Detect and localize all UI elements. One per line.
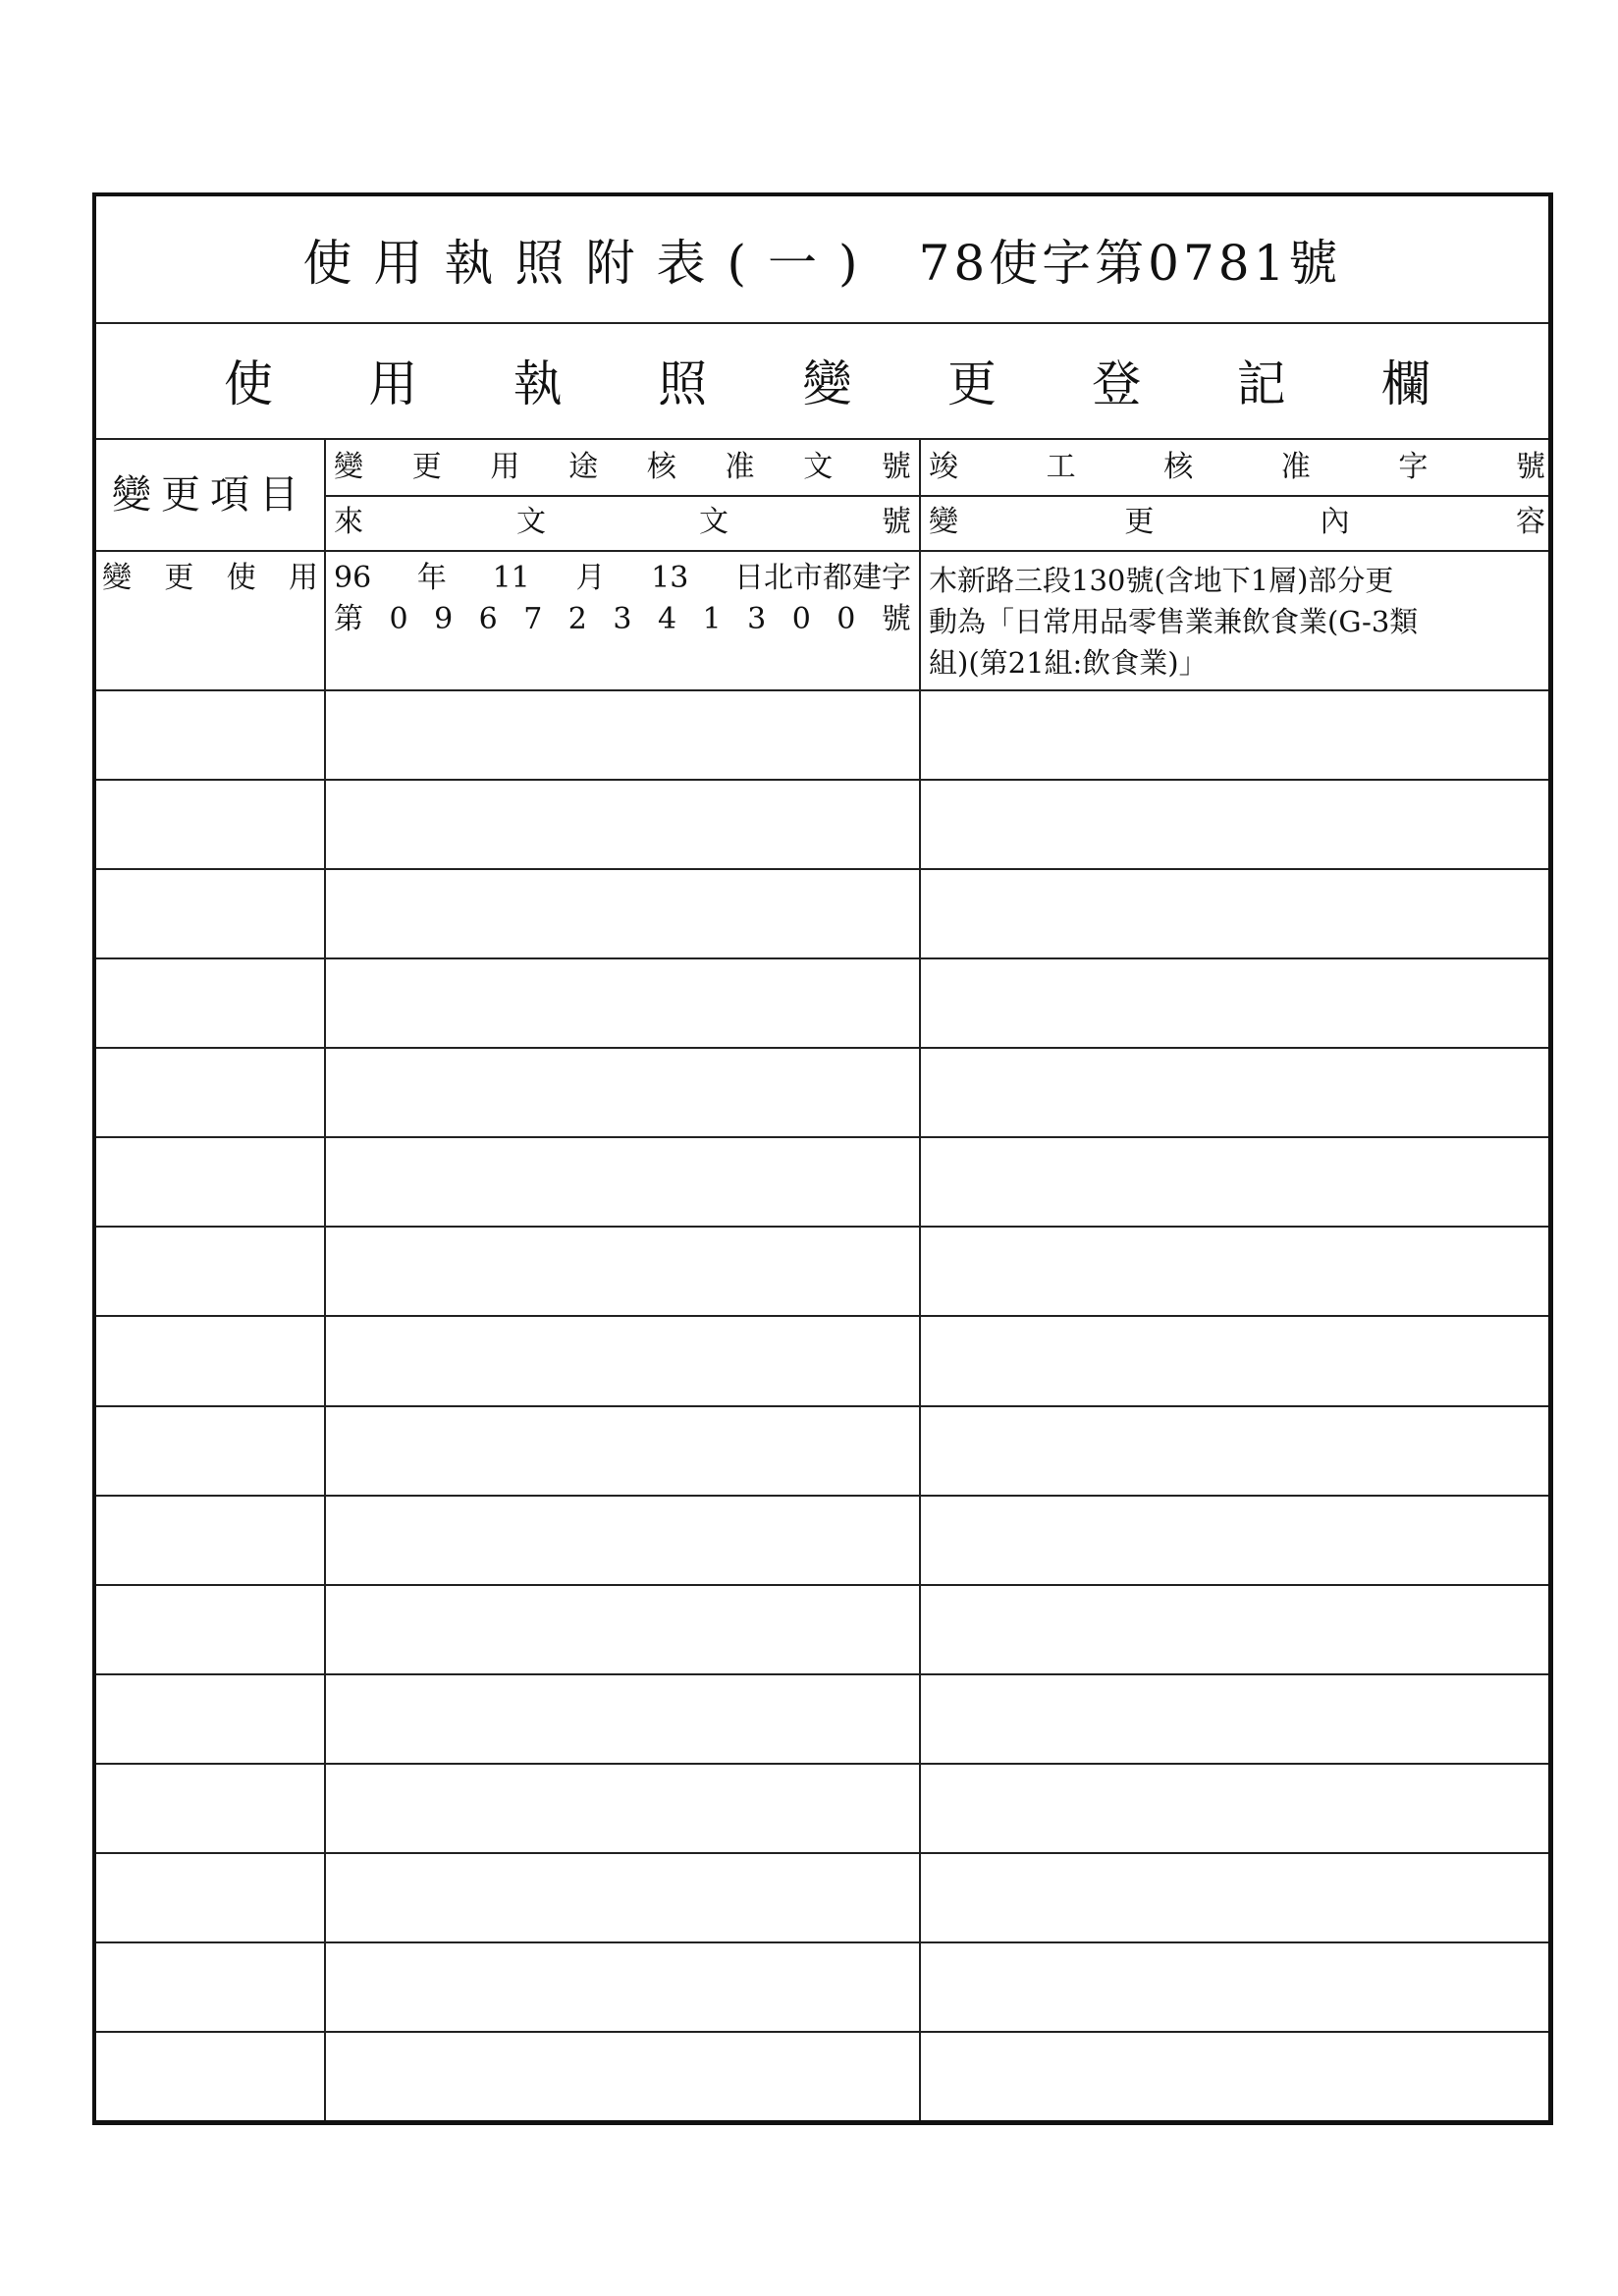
license-appendix-sheet xyxy=(92,192,1553,2125)
subtitle-char: 照 xyxy=(658,355,708,412)
empty-row-divider xyxy=(96,1941,1548,1943)
header-change-content xyxy=(923,497,1551,548)
document-title xyxy=(96,196,1548,324)
empty-row-divider xyxy=(96,1763,1548,1765)
column-divider xyxy=(324,440,326,2120)
header-char: 工 xyxy=(1046,450,1076,484)
entry-doc-char: 4 xyxy=(657,602,677,636)
entry-doc-char: 13 xyxy=(651,561,689,595)
header-approval-doc-number xyxy=(328,442,917,493)
empty-row-divider xyxy=(96,1673,1548,1675)
subtitle-char: 變 xyxy=(802,355,852,412)
entry-doc-char: 1 xyxy=(702,602,722,636)
entry-doc-char: 7 xyxy=(523,602,543,636)
entry-doc-char: 月 xyxy=(575,561,606,595)
entry-item-line xyxy=(102,558,318,599)
entry-doc-char: 年 xyxy=(416,561,447,595)
header-char: 來 xyxy=(334,505,363,539)
empty-row-divider xyxy=(96,2031,1548,2033)
entry-change-item xyxy=(96,554,324,685)
change-registration-table xyxy=(96,440,1548,2120)
header-char: 容 xyxy=(1515,505,1545,539)
entry-item-char: 用 xyxy=(288,561,318,595)
header-char: 竣 xyxy=(929,450,958,484)
header-char: 內 xyxy=(1320,505,1350,539)
header-char: 號 xyxy=(882,505,911,539)
entry-doc-char: 2 xyxy=(567,602,587,636)
header-completion-approval-number xyxy=(923,442,1551,493)
subtitle xyxy=(96,322,1548,440)
subtitle-char: 使 xyxy=(224,355,273,412)
entry-doc-char: 96 xyxy=(334,561,372,595)
header-char: 變 xyxy=(929,505,958,539)
subtitle-char: 登 xyxy=(1092,355,1142,412)
subtitle-char: 執 xyxy=(512,355,563,412)
header-char: 途 xyxy=(568,450,599,484)
header-char: 字 xyxy=(1398,450,1429,484)
header-char: 變 xyxy=(334,450,363,484)
title-number: 78使字第0781號 xyxy=(918,235,1342,292)
entry-doc-char: 11 xyxy=(492,561,530,595)
entry-doc-char: 0 xyxy=(836,602,856,636)
entry-doc-line xyxy=(334,558,911,599)
subtitle-char: 用 xyxy=(368,355,418,412)
header-char: 准 xyxy=(1280,450,1311,484)
header-char: 文 xyxy=(516,505,546,539)
header-char: 號 xyxy=(1515,450,1545,484)
title-main: 使用執照附表(一) xyxy=(302,235,880,292)
subtitle-char: 更 xyxy=(946,355,997,412)
header-char: 文 xyxy=(803,450,834,484)
header-char: 核 xyxy=(1163,450,1194,484)
header-char: 准 xyxy=(725,450,755,484)
entry-item-char: 變 xyxy=(102,561,132,595)
empty-row-divider xyxy=(96,1226,1548,1228)
empty-row-divider xyxy=(96,1405,1548,1407)
header-char: 號 xyxy=(881,450,911,484)
header-char: 更 xyxy=(1124,505,1155,539)
subtitle-char: 欄 xyxy=(1381,355,1430,412)
entry-item-char: 使 xyxy=(226,561,256,595)
empty-row-divider xyxy=(96,1584,1548,1586)
header-char: 文 xyxy=(699,505,728,539)
entry-content-line: 組)(第21組:飲食業)」 xyxy=(929,646,1208,680)
empty-row-divider xyxy=(96,868,1548,870)
entry-doc-char: 日北市都建字 xyxy=(734,561,911,595)
column-divider xyxy=(919,440,921,2120)
entry-content-line: 動為「日常用品零售業兼飲食業(G-3類 xyxy=(929,605,1419,638)
entry-doc-char: 號 xyxy=(881,602,911,636)
entry-doc-char: 9 xyxy=(434,602,454,636)
row-divider xyxy=(96,689,1548,691)
empty-row-divider xyxy=(96,779,1548,781)
header-incoming-doc-number xyxy=(328,497,917,548)
entry-change-content xyxy=(923,554,1551,685)
entry-item-char: 更 xyxy=(164,561,194,595)
entry-doc-char: 6 xyxy=(478,602,498,636)
header-bottom-line xyxy=(96,550,1548,552)
subtitle-char: 記 xyxy=(1236,355,1286,412)
empty-row-divider xyxy=(96,1495,1548,1497)
entry-doc-char: 3 xyxy=(747,602,767,636)
entry-content-line: 木新路三段130號(含地下1層)部分更 xyxy=(929,564,1394,597)
empty-row-divider xyxy=(96,957,1548,959)
empty-row-divider xyxy=(96,1047,1548,1049)
header-char: 用 xyxy=(490,450,520,484)
empty-row-divider xyxy=(96,1136,1548,1138)
empty-row-divider xyxy=(96,1315,1548,1317)
entry-doc-char: 0 xyxy=(389,602,408,636)
header-char: 更 xyxy=(411,450,442,484)
entry-doc-char: 0 xyxy=(791,602,811,636)
entry-doc-line xyxy=(334,599,911,640)
empty-row-divider xyxy=(96,1852,1548,1854)
entry-doc-char: 第 xyxy=(334,602,363,636)
entry-doc-number xyxy=(328,554,917,685)
entry-doc-char: 3 xyxy=(613,602,632,636)
header-char: 核 xyxy=(646,450,676,484)
header-change-item: 變更項目 xyxy=(112,472,308,518)
